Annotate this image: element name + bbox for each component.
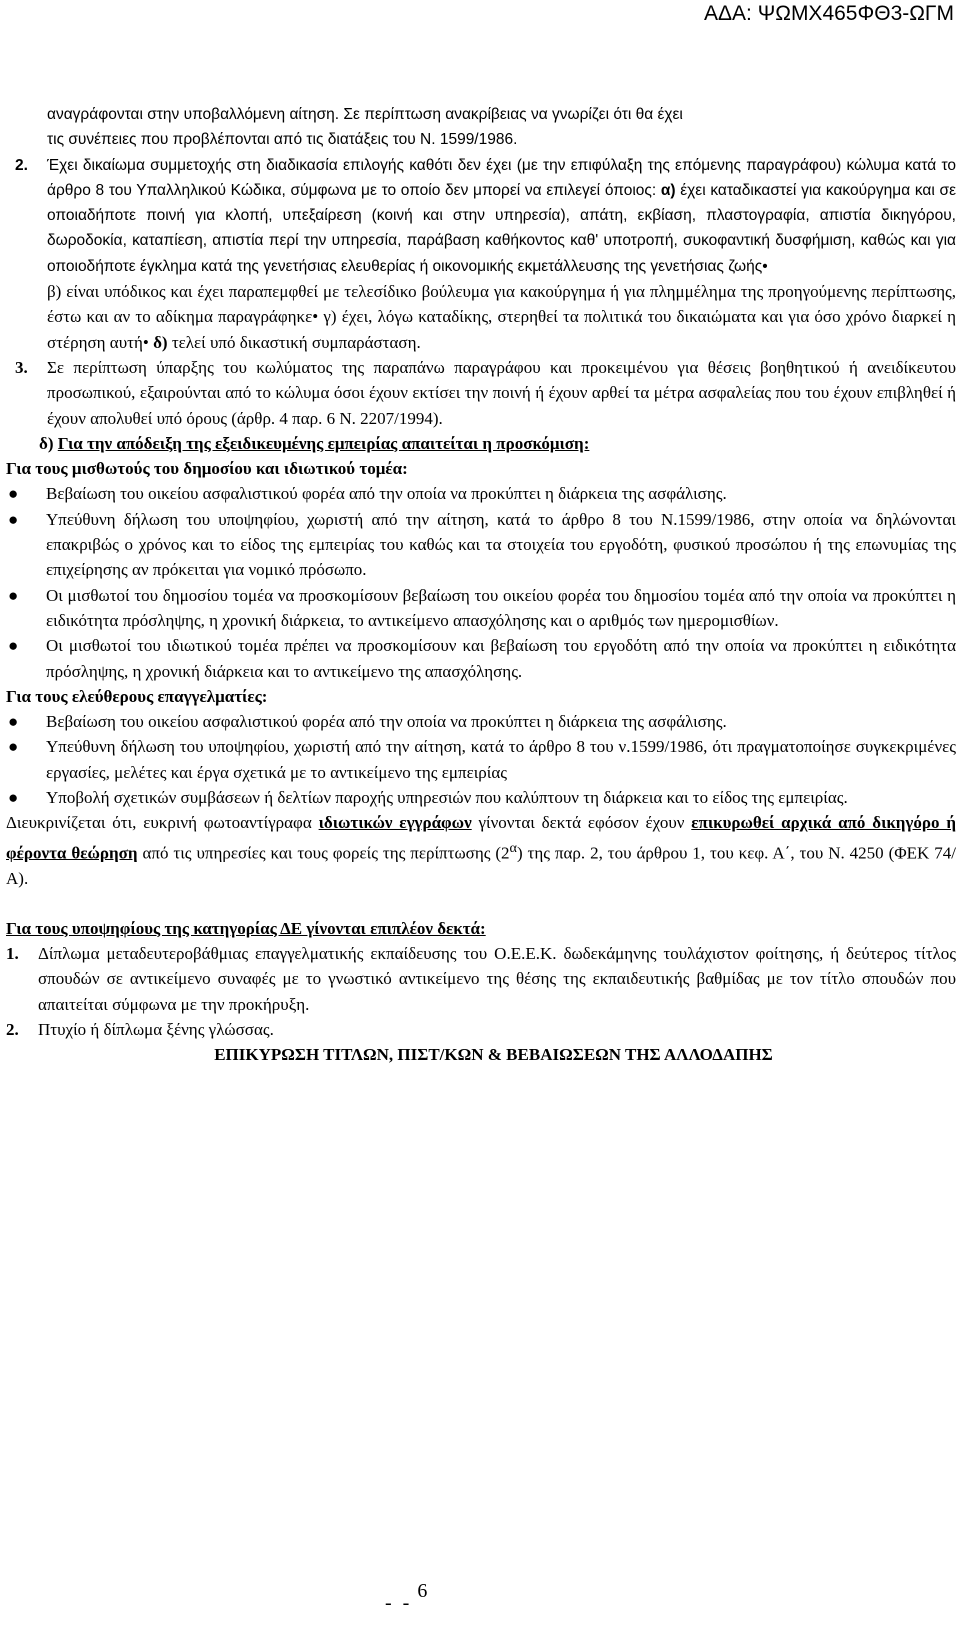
section-d-title	[31, 431, 956, 456]
clarification-text-3: γίνονται δεκτά εφόσον έχουν	[478, 813, 685, 833]
bullet-text: Βεβαίωση του οικείου ασφαλιστικού φορέα από την οποία να προκύπτει η διάρκεια της ασφάλισης.	[46, 712, 727, 732]
bullet-icon: ●	[8, 788, 19, 808]
clarification-sup: α	[509, 839, 517, 856]
page-number	[385, 1580, 428, 1614]
footer-heading: ΕΠΙΚΥΡΩΣΗ ΤΙΤΛΩΝ, ΠΙΣΤ/ΚΩΝ & ΒΕΒΑΙΩΣΕΩΝ ΤΗΣ ΑΛΛΟΔΑΠΗΣ	[214, 1045, 773, 1065]
item-3-number: 3.	[15, 357, 28, 377]
intro-line-1: αναγράφονται στην υποβαλλόμενη αίτηση. Σε περίπτωση ανακρίβειας να γνωρίζει ότι θα έχει	[47, 106, 683, 123]
de-item-2	[6, 1017, 956, 1042]
bullet-text: Οι μισθωτοί του δημοσίου τομέα να προσκομίσουν βεβαίωση του οικείου φορέα του δημοσίου τομέα από την οποία να προκύπτει η ειδικότητα πρόσληψης, η χρονική διάρκεια, το αντικείμενο απασχόλησης και ο αριθμός των ημερομισθίων.	[46, 585, 956, 630]
section-d-label: δ)	[39, 433, 54, 453]
page-number-value: 6	[417, 1580, 428, 1602]
freelance-bullet-2	[8, 734, 956, 785]
document-body	[6, 102, 956, 1068]
item-2-text-a: Έχει δικαίωμα συμμετοχής στη διαδικασία επιλογής καθότι δεν έχει (με την επιφύλαξη της επόμενης παραγράφου) κώλυμα κατά το άρθρο 8 του Υπαλληλικού Κώδικα, σύμφωνα με το οποίο δεν μπορεί να επιλεγεί όποιος:	[47, 156, 956, 199]
item-2-number: 2.	[15, 156, 28, 174]
item-2-text-d: τελεί υπό δικαστική συμπαράσταση.	[171, 332, 421, 352]
bullet-text-a: Οι μισθωτοί του ιδιωτικού τομέα πρέπει να προσκομίσουν και βεβαίωση του εργοδότη από	[46, 636, 690, 656]
freelance-bullet-1	[8, 709, 956, 734]
item-2-label-d: δ)	[153, 332, 168, 352]
bullet-icon: ●	[8, 509, 19, 529]
de-item-2-number: 2.	[6, 1020, 19, 1040]
salaried-bullet-4	[8, 633, 956, 684]
de-category-heading: Για τους υποψηφίους της κατηγορίας ΔΕ γίνονται επιπλέον δεκτά:	[6, 918, 486, 938]
item-3	[15, 355, 956, 431]
bullet-icon: ●	[8, 585, 19, 605]
bullet-icon: ●	[8, 737, 19, 757]
item-2-text-b: έχει καταδικαστεί για κακούργημα και σε οποιαδήποτε ποινή για κλοπή, υπεξαίρεση (κοινή και στην υπηρεσία), απάτη, εκβίαση, πλαστογραφία, απιστία δικηγόρου, δωροδοκία, καταπίεση, απιστία περί την υπηρεσία, παράβαση καθήκοντος καθ' υποτροπή, συκοφαντική δυσφήμιση, καθώς και για οποιοδήποτε έγκλημα κατά της γενετήσιας ελευθερίας ή οικονομικής εκμετάλλευσης της γενετήσιας ζωής•	[47, 181, 956, 275]
bullet-text: Υπεύθυνη δήλωση του υποψηφίου, χωριστή από την αίτηση, κατά το άρθρο 8 του Ν.1599/1986, στην οποία να δηλώνονται επακριβώς ο χρόνος και το είδος της εμπειρίας του καθώς και τα στοιχεία του εργοδότη, φυσικού προσώπου ή της επωνυμίας της επιχείρησης αν πρόκειται για νομικό πρόσωπο.	[46, 509, 956, 580]
item-2	[15, 153, 956, 279]
freelance-heading: Για τους ελεύθερους επαγγελματίες:	[6, 686, 268, 706]
page-number-dash: - -	[385, 1592, 413, 1614]
bullet-icon: ●	[8, 712, 19, 732]
section-d-text: Για την απόδειξη της εξειδικευμένης εμπειρίας απαιτείται η προσκόμιση:	[57, 433, 590, 453]
item-3-text: Σε περίπτωση ύπαρξης του κωλύματος της παραπάνω παραγράφου και προκειμένου για θέσεις βοηθητικού ή ανειδίκευτου προσωπικού, εξαιρούνται από το κώλυμα όσοι έχουν εκτίσει την ποινή ή έχουν αρθεί τα μέτρα ασφαλείας που του έχουν επιβληθεί ή έχουν απολυθεί υπό όρους (άρθρ. 4 παρ. 6 Ν. 2207/1994).	[47, 357, 956, 428]
bullet-text-b: την οποία να προκύπτει η ειδικότητα πρόσληψης, η χρονική διάρκεια και το αντικείμενο της απασχόλησης.	[46, 636, 956, 681]
freelance-bullet-3	[8, 785, 956, 810]
item-2-label-a: α)	[660, 181, 676, 199]
salaried-bullet-2	[8, 507, 956, 583]
bullet-text: Βεβαίωση του οικείου ασφαλιστικού φορέα από την οποία να προκύπτει η διάρκεια της ασφάλισης.	[46, 484, 727, 504]
intro-line-2: τις συνέπειες που προβλέπονται από τις διατάξεις του Ν. 1599/1986.	[47, 131, 518, 149]
clarification-paragraph	[6, 810, 956, 891]
clarification-text-6: ) της παρ. 2, του άρθρου 1, του κεφ. Α΄, του Ν. 4250 (ΦΕΚ 74/Α).	[6, 843, 956, 888]
bullet-icon: ●	[8, 484, 19, 504]
de-item-1	[6, 941, 956, 1017]
ada-code: ΑΔΑ: ΨΩΜΧ465ΦΘ3-ΩΓΜ	[703, 2, 954, 25]
bullet-text: Υποβολή σχετικών συμβάσεων ή δελτίων παροχής υπηρεσιών που καλύπτουν τη διάρκεια και το είδος της εμπειρίας.	[46, 788, 848, 808]
clarification-text-1: Διευκρινίζεται ότι, ευκρινή φωτοαντίγραφα	[6, 813, 312, 833]
clarification-private-docs: ιδιωτικών εγγράφων	[318, 813, 472, 833]
de-item-1-number: 1.	[6, 944, 19, 964]
item-2-text-c: β) είναι υπόδικος και έχει παραπεμφθεί με τελεσίδικο βούλευμα για κακούργημα ή για πλημμέλημα της προηγούμενης περίπτωσης, έστω και αν το αδίκημα παραγράφηκε• γ) έχει, λόγω καταδίκης, στερηθεί τα πολιτικά του δικαιώματα και για όσο χρόνο διαρκεί η στέρηση αυτή•	[47, 282, 956, 352]
salaried-heading: Για τους μισθωτούς του δημοσίου και ιδιωτικού τομέα:	[6, 459, 408, 479]
bullet-icon: ●	[8, 636, 19, 656]
de-item-1-text: Δίπλωμα μεταδευτεροβάθμιας επαγγελματικής εκπαίδευσης του Ο.Ε.Ε.Κ. δωδεκάμηνης τουλάχιστον φοίτησης, ή δεύτερος τίτλος σπουδών σε αντικείμενο συναφές με το γνωστικό αντικείμενο της θέσης της εκπαιδευτικής βαθμίδας με τον τίτλο σπουδών που απαιτείται σύμφωνα με την προκήρυξη.	[38, 944, 956, 1014]
item-2-continued	[31, 279, 956, 355]
salaried-bullet-1	[8, 481, 956, 506]
clarification-certified: επικυρωθεί αρχικά από δικηγόρο ή φέροντα θεώρηση	[6, 813, 956, 863]
clarification-text-5: από τις υπηρεσίες και τους φορείς της περίπτωσης (2	[142, 843, 510, 863]
salaried-bullet-3	[8, 583, 956, 634]
bullet-text: Υπεύθυνη δήλωση του υποψηφίου, χωριστή από την αίτηση, κατά το άρθρο 8 του ν.1599/1986, ότι πραγματοποίησε συγκεκριμένες εργασίες, μελέτες και έργα σχετικά με το αντικείμενο της εμπειρίας	[46, 737, 956, 782]
de-item-2-text: Πτυχίο ή δίπλωμα ξένης γλώσσας.	[38, 1020, 274, 1040]
